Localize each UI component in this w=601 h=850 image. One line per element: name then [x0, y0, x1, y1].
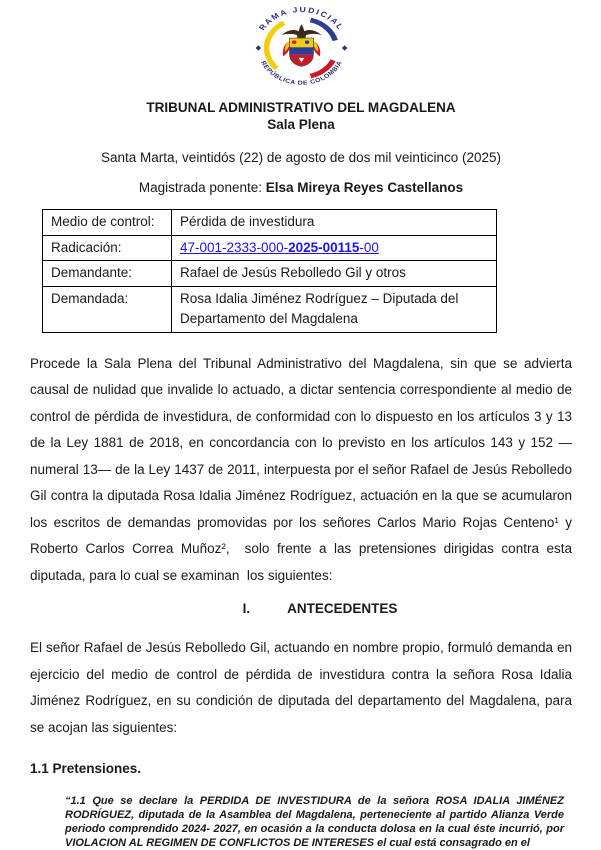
shield-detail-right	[304, 40, 308, 44]
shield-blue-band	[289, 47, 313, 55]
radicacion-link[interactable]	[180, 240, 379, 255]
radicacion-post: -00	[359, 239, 379, 255]
radicacion-pre: 47-001-2333-000-	[180, 239, 289, 255]
seal-yellow-arc	[266, 23, 283, 69]
rama-judicial-seal-icon	[251, 6, 352, 90]
table-row-demandada	[43, 286, 497, 332]
table-row-radicacion	[43, 235, 497, 261]
date-line: Santa Marta, veintidós (22) de agosto de dos mil veinticinco (2025)	[101, 150, 501, 165]
seal-container	[30, 6, 572, 92]
row-label: Demandada:	[43, 286, 172, 332]
seal-bottom-text: REPÚBLICA DE COLOMBIA	[258, 60, 344, 87]
chamber-name: Sala Plena	[267, 117, 335, 132]
section-number: I.	[242, 601, 251, 616]
row-label: Medio de control:	[43, 210, 172, 236]
case-info-table	[42, 209, 497, 333]
opening-paragraph: Procede la Sala Plena del Tribunal Administrativo del Magdalena, sin que se advierta causal de nulidad que invalide lo actuado, a dictar sentencia correspondiente al medio de control de pérdida de investidura, de conformidad con lo dispuesto en los artículos 3 y 13 de la Ley 1881 de 2018, en concordancia con lo previsto en los artículos 143 y 152 —numeral 13— de la Ley 1437 de 2011, interpuesta por el señor Rafael de Jesús Rebolledo Gil contra la diputada Rosa Idalia Jiménez Rodríguez, actuación en la que se acumularon los escritos de demandas promovidas por los señores Carlos Mario Rojas Centeno¹ y Roberto Carlos Correa Muñoz², solo frente a las pretensiones dirigidas contra esta diputada, para lo cual se examinan los siguientes:	[30, 355, 576, 583]
condor-icon	[281, 24, 321, 39]
row-value: Rafael de Jesús Rebolledo Gil y otros	[172, 261, 497, 287]
seal-right-diamond-icon	[341, 45, 347, 50]
court-title-block	[30, 99, 572, 133]
radicacion-bold: 2025-00115	[288, 239, 360, 255]
row-value: Rosa Idalia Jiménez Rodríguez – Diputada del Departamento del Magdalena	[172, 286, 497, 332]
court-name: TRIBUNAL ADMINISTRATIVO DEL MAGDALENA	[146, 100, 456, 115]
table-row-medio-de-control	[43, 210, 497, 236]
table-row-demandante	[43, 261, 497, 287]
subheading-pretensiones: 1.1 Pretensiones.	[30, 761, 142, 776]
magistrate-label: Magistrada ponente:	[138, 180, 266, 195]
magistrate-line	[30, 179, 572, 196]
row-label: Radicación:	[43, 235, 172, 261]
antecedentes-paragraph: El señor Rafael de Jesús Rebolledo Gil, actuando en nombre propio, formuló demanda en ejercicio del medio de control de pérdida de investidura contra la señora Rosa Idalia Jiménez Rodríguez, en su condición de diputada del departamento del Magdalena, para se acojan las siguientes:	[30, 640, 576, 735]
section-title: ANTECEDENTES	[287, 601, 398, 616]
row-value	[172, 235, 497, 261]
shield-detail-left	[291, 40, 295, 44]
seal-left-diamond-icon	[255, 45, 261, 50]
magistrate-name: Elsa Mireya Reyes Castellanos	[265, 180, 464, 195]
pretensiones-quote: “1.1 Que se declare la PERDIDA DE INVESTIDURA de la señora ROSA IDALIA JIMÉNEZ RODRÍGUEZ, diputada de la Asamblea del Magdalena, perteneciente al partido Alianza Verde periodo comprendido 2024- 2027, en ocasión a la conducta dolosa en la cual éste incurrió, por VIOLACION AL REGIMEN DE CONFLICTOS DE INTERESES el cual está consagrado en el	[65, 795, 568, 849]
seal-top-text: RAMA JUDICIAL	[256, 6, 346, 32]
row-value: Pérdida de investidura	[172, 210, 497, 236]
row-label: Demandante:	[43, 261, 172, 287]
section-heading-antecedentes	[49, 600, 591, 617]
